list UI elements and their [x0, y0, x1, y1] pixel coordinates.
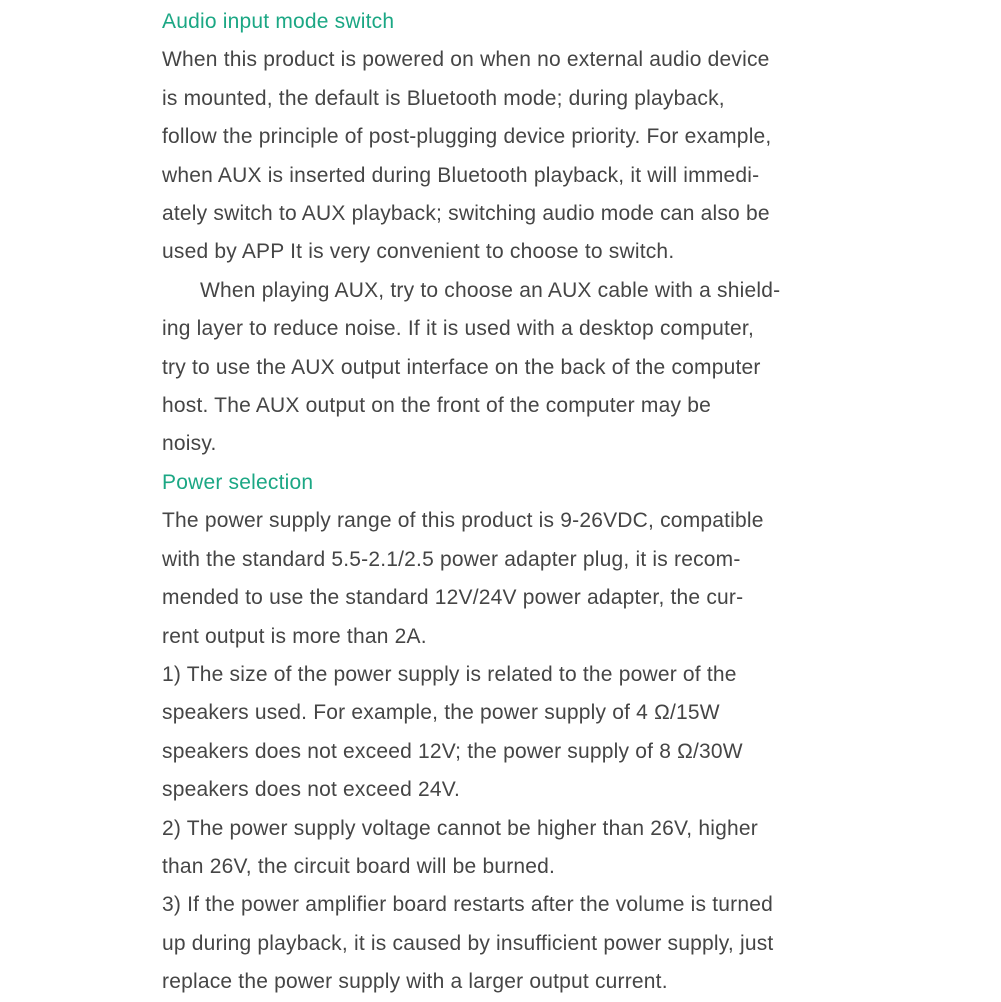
text-line: mended to use the standard 12V/24V power adapter, the cur- [162, 586, 744, 610]
text-line: is mounted, the default is Bluetooth mode; during playback, [162, 86, 725, 110]
text-line: used by APP It is very convenient to choose to switch. [162, 240, 675, 264]
text-line: when AUX is inserted during Bluetooth playback, it will immedi- [162, 163, 760, 187]
text-line: 1) The size of the power supply is related to the power of the [162, 662, 737, 686]
section-audio-input-mode [162, 3, 862, 41]
section-power-selection [162, 464, 862, 502]
text-line: When playing AUX, try to choose an AUX cable with a shield- [200, 278, 781, 302]
paragraph-power-note-1 [162, 656, 862, 810]
text-line: speakers used. For example, the power supply of 4 Ω/15W [162, 701, 720, 725]
paragraph-aux-advice [162, 272, 862, 464]
text-line: ately switch to AUX playback; switching audio mode can also be [162, 202, 770, 226]
text-line: follow the principle of post-plugging device priority. For example, [162, 125, 772, 149]
paragraph-bluetooth-default [162, 41, 862, 271]
text-line: with the standard 5.5-2.1/2.5 power adapter plug, it is recom- [162, 547, 741, 571]
text-line: than 26V, the circuit board will be burned. [162, 854, 556, 878]
text-line: When this product is powered on when no external audio device [162, 48, 770, 72]
text-line: try to use the AUX output interface on the back of the computer [162, 355, 761, 379]
paragraph-power-note-2 [162, 810, 862, 887]
text-line: rent output is more than 2A. [162, 624, 427, 648]
text-line: speakers does not exceed 12V; the power supply of 8 Ω/30W [162, 739, 743, 763]
paragraph-power-note-3 [162, 886, 862, 1001]
text-line: replace the power supply with a larger output current. [162, 970, 668, 994]
text-line: The power supply range of this product is 9-26VDC, compatible [162, 509, 764, 533]
text-line: 2) The power supply voltage cannot be higher than 26V, higher [162, 816, 758, 840]
text-line: up during playback, it is caused by insufficient power supply, just [162, 931, 774, 955]
text-line: ing layer to reduce noise. If it is used with a desktop computer, [162, 317, 754, 341]
text-line: 3) If the power amplifier board restarts after the volume is turned [162, 893, 774, 917]
text-line: speakers does not exceed 24V. [162, 778, 461, 802]
section-heading: Audio input mode switch [162, 10, 395, 33]
paragraph-power-range [162, 502, 862, 656]
text-line: noisy. [162, 432, 217, 456]
instruction-document [162, 3, 862, 1002]
text-line: host. The AUX output on the front of the computer may be [162, 394, 711, 418]
section-heading: Power selection [162, 470, 314, 494]
